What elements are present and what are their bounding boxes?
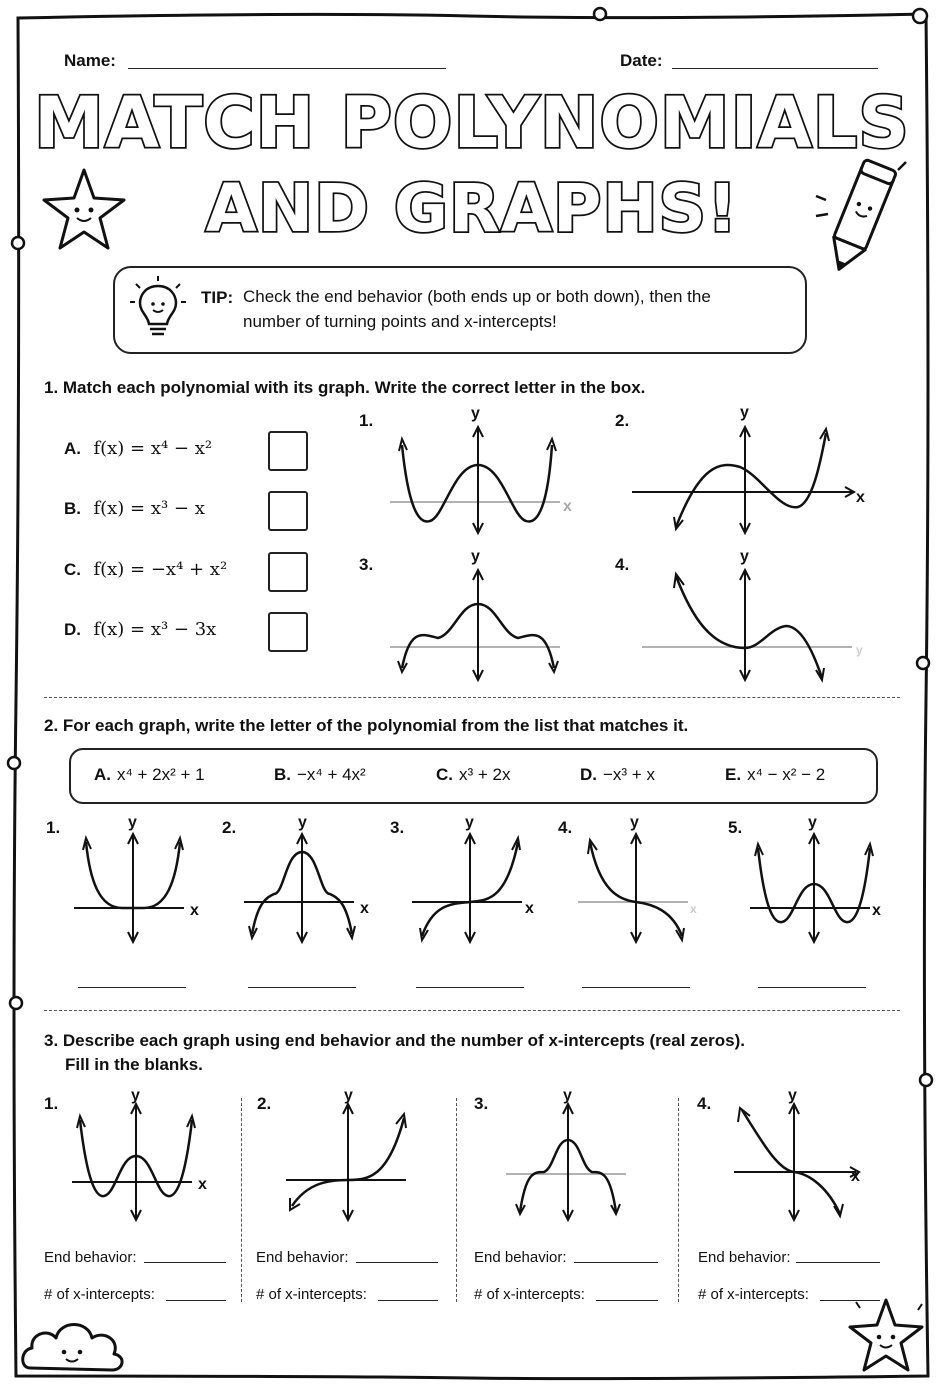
s2-graph3 <box>410 832 530 944</box>
s1-graph4 <box>640 568 860 683</box>
s1-graph3 <box>380 568 570 683</box>
answer-box-d[interactable] <box>268 612 308 652</box>
s1-graph2 <box>630 425 860 535</box>
s3-graph2-intercepts-label: # of x-intercepts: <box>256 1286 367 1303</box>
s3-graph2-number: 2. <box>257 1094 272 1113</box>
s2-answer-blank-5[interactable] <box>758 985 866 988</box>
name-field[interactable] <box>128 50 446 69</box>
name-label: Name: <box>64 51 116 70</box>
section-divider-1 <box>44 697 900 698</box>
answer-box-c[interactable] <box>268 552 308 592</box>
s3-graph3-ylabel: y <box>563 1087 572 1104</box>
column-divider-1 <box>241 1098 242 1302</box>
tip-text-line1: Check the end behavior (both ends up or both down), then the <box>243 287 711 306</box>
tip-text-line2: number of turning points and x-intercepts! <box>243 312 557 331</box>
s1-item-b: B. f(x) = x³ − x <box>64 498 205 519</box>
s3-graph2 <box>284 1102 414 1222</box>
tip-label: TIP: <box>201 288 234 307</box>
s3-graph4-xlabel: x <box>851 1168 860 1185</box>
s3-graph1-end-behavior-label: End behavior: <box>44 1249 137 1266</box>
s3-graph4-end-behavior-blank[interactable] <box>796 1260 880 1263</box>
s2-graph2-number: 2. <box>222 818 237 837</box>
s2-graph1-number: 1. <box>46 818 61 837</box>
s2-option-b: B. −x⁴ + 4x² <box>274 765 366 784</box>
section3-title-line2: Fill in the blanks. <box>65 1055 203 1074</box>
worksheet-title-line1: MATCH POLYNOMIALS <box>34 82 910 164</box>
s2-graph5 <box>748 832 878 944</box>
s2-graph5-number: 5. <box>728 818 743 837</box>
s1-item-a: A. f(x) = x⁴ − x² <box>64 438 213 459</box>
s1-item-c: C. f(x) = −x⁴ + x² <box>64 559 228 580</box>
s2-option-c: C. x³ + 2x <box>436 765 511 784</box>
column-divider-2 <box>456 1098 457 1302</box>
s2-graph5-ylabel: y <box>808 814 817 831</box>
s2-answer-blank-3[interactable] <box>416 985 524 988</box>
column-divider-3 <box>678 1098 679 1302</box>
s3-graph4-intercepts-label: # of x-intercepts: <box>698 1286 809 1303</box>
s1-graph4-number: 4. <box>615 555 630 574</box>
s1-graph1-ylabel: y <box>471 405 480 422</box>
s3-graph3-end-behavior-blank[interactable] <box>574 1260 658 1263</box>
s2-graph2-xlabel: x <box>360 900 369 917</box>
pencil-icon <box>812 150 912 280</box>
star-icon <box>36 162 132 258</box>
s3-graph3-intercepts-blank[interactable] <box>596 1298 658 1301</box>
s1-graph2-xlabel: x <box>856 489 865 506</box>
s3-graph2-intercepts-blank[interactable] <box>378 1298 438 1301</box>
section2-title: 2. For each graph, write the letter of the polynomial from the list that matches it. <box>44 716 689 735</box>
s1-graph4-xlabel: y <box>856 643 863 657</box>
s1-graph1-xlabel: x <box>563 498 572 515</box>
s2-graph2-ylabel: y <box>298 814 307 831</box>
s2-graph1-xlabel: x <box>190 902 199 919</box>
s1-graph1 <box>380 425 570 535</box>
s3-graph4-end-behavior-label: End behavior: <box>698 1249 791 1266</box>
s3-graph1-xlabel: x <box>198 1176 207 1193</box>
s3-graph3-number: 3. <box>474 1094 489 1113</box>
s2-answer-blank-2[interactable] <box>248 985 356 988</box>
answer-box-b[interactable] <box>268 491 308 531</box>
s3-graph4 <box>728 1102 864 1222</box>
s3-graph1-intercepts-blank[interactable] <box>166 1298 226 1301</box>
s3-graph2-end-behavior-label: End behavior: <box>256 1249 349 1266</box>
s2-graph1 <box>72 832 192 944</box>
s1-graph2-number: 2. <box>615 411 630 430</box>
lightbulb-icon <box>128 274 188 344</box>
s2-answer-blank-1[interactable] <box>78 985 186 988</box>
section-divider-2 <box>44 1010 900 1011</box>
s2-graph2 <box>242 832 362 944</box>
s2-graph3-ylabel: y <box>465 814 474 831</box>
s2-graph3-xlabel: x <box>525 900 534 917</box>
s2-answer-blank-4[interactable] <box>582 985 690 988</box>
s2-graph5-xlabel: x <box>872 902 881 919</box>
s1-graph3-number: 3. <box>359 555 374 574</box>
s2-option-a: A. x⁴ + 2x² + 1 <box>94 765 205 784</box>
s2-graph4-ylabel: y <box>630 814 639 831</box>
s3-graph3-end-behavior-label: End behavior: <box>474 1249 567 1266</box>
s3-graph4-ylabel: y <box>788 1087 797 1104</box>
section1-title: 1. Match each polynomial with its graph. Write the correct letter in the box. <box>44 378 646 397</box>
s2-option-d: D. −x³ + x <box>580 765 655 784</box>
s3-graph1-number: 1. <box>44 1094 59 1113</box>
star-icon <box>840 1292 930 1382</box>
s3-graph4-number: 4. <box>697 1094 712 1113</box>
s2-graph3-number: 3. <box>390 818 405 837</box>
s1-graph1-number: 1. <box>359 411 374 430</box>
date-field[interactable] <box>672 50 878 69</box>
answer-box-a[interactable] <box>268 431 308 471</box>
s3-graph3 <box>504 1102 634 1222</box>
s3-graph1 <box>70 1102 200 1222</box>
s3-graph1-ylabel: y <box>131 1087 140 1104</box>
s2-option-e: E. x⁴ − x² − 2 <box>725 765 826 784</box>
cloud-icon <box>18 1310 128 1380</box>
s1-graph4-ylabel: y <box>740 548 749 565</box>
worksheet-title-line2: AND GRAPHS! <box>205 170 739 247</box>
s1-graph3-ylabel: y <box>471 548 480 565</box>
s1-item-d: D. f(x) = x³ − 3x <box>64 619 217 640</box>
s2-graph4-xlabel: x <box>690 902 697 916</box>
s2-graph1-ylabel: y <box>128 814 137 831</box>
s3-graph1-end-behavior-blank[interactable] <box>144 1260 226 1263</box>
s3-graph2-ylabel: y <box>344 1087 353 1104</box>
s1-graph2-ylabel: y <box>740 404 749 421</box>
s2-graph4 <box>576 832 696 944</box>
s3-graph3-intercepts-label: # of x-intercepts: <box>474 1286 585 1303</box>
s3-graph2-end-behavior-blank[interactable] <box>356 1260 438 1263</box>
s3-graph1-intercepts-label: # of x-intercepts: <box>44 1286 155 1303</box>
s2-graph4-number: 4. <box>558 818 573 837</box>
date-label: Date: <box>620 51 663 70</box>
section3-title-line1: 3. Describe each graph using end behavior and the number of x-intercepts (real zeros). <box>44 1031 745 1050</box>
